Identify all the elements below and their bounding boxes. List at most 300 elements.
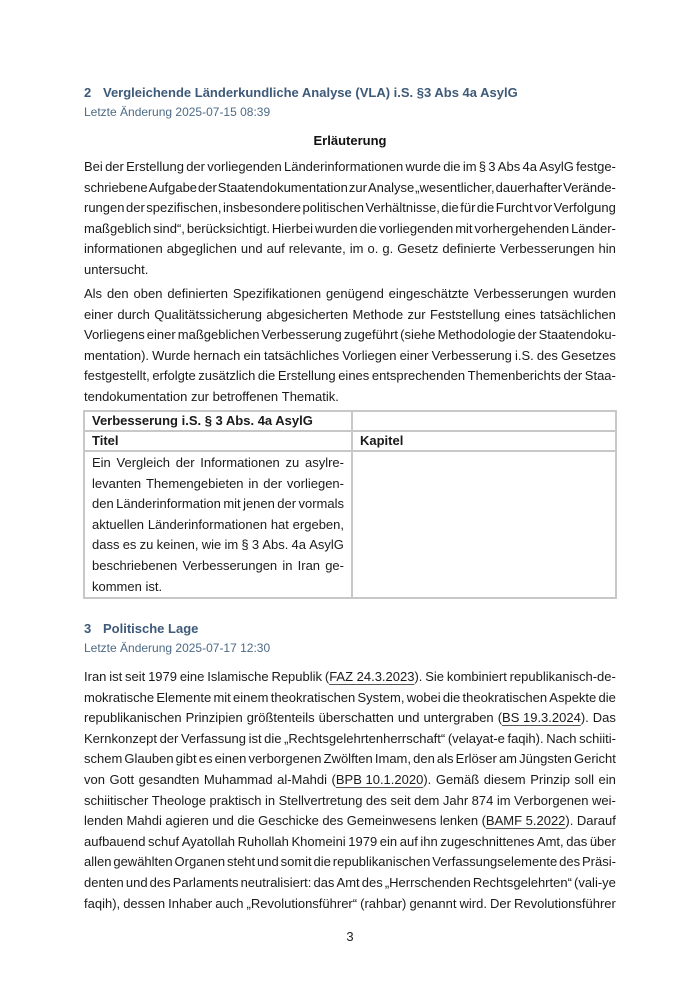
- word: das: [566, 833, 588, 849]
- word: von: [84, 771, 105, 787]
- word: zu: [285, 455, 300, 470]
- word: Organen: [174, 854, 226, 870]
- word: die: [442, 689, 461, 705]
- paragraph-1: [84, 157, 616, 281]
- table-header-cell: Verbesserung i.S. § 3 Abs. 4a AsylG: [84, 411, 352, 431]
- word: Erlöser: [455, 751, 497, 767]
- word: Ein: [92, 455, 111, 470]
- word: Wurde: [152, 347, 191, 363]
- text-line: [84, 749, 616, 770]
- word: auf: [399, 833, 418, 849]
- word: Feststellung: [429, 306, 501, 322]
- word: hat: [270, 516, 289, 532]
- word: Islamische: [207, 669, 269, 684]
- word: theokratischen: [462, 689, 548, 705]
- word: Erstellung: [126, 159, 184, 174]
- word: des: [149, 874, 171, 890]
- word: Gesetzes: [561, 347, 616, 363]
- word: wurden: [573, 286, 616, 301]
- text-line: [84, 873, 616, 894]
- word: Qualitätssicherung: [154, 306, 262, 322]
- word: (siehe: [400, 327, 436, 343]
- word: steht: [226, 854, 256, 870]
- word: ist: [109, 669, 123, 684]
- word: der: [517, 327, 537, 343]
- word: zusätzlich: [198, 368, 256, 384]
- citation-link[interactable]: BAMF 5.2022: [485, 813, 566, 829]
- word: kombiniert: [446, 669, 507, 684]
- word: die: [598, 689, 616, 705]
- word: Länder-: [571, 220, 616, 236]
- word: (rahbar): [360, 895, 407, 911]
- word: Präsi-: [581, 854, 616, 870]
- word: Gemäß: [435, 771, 480, 787]
- word: Vorliegen: [342, 347, 397, 363]
- word: Imam,: [374, 751, 411, 767]
- word: zur: [407, 306, 426, 322]
- word: es: [198, 751, 213, 767]
- citation-link[interactable]: BPB 10.1.2020: [335, 771, 424, 787]
- text-line: [84, 852, 616, 873]
- word: neutralisiert:: [240, 874, 312, 890]
- word: Verbesserung: [431, 347, 512, 363]
- word: der: [175, 455, 195, 470]
- word: eines: [338, 368, 370, 384]
- word: diesem: [483, 771, 526, 787]
- word: Gesetz: [397, 241, 439, 257]
- word: Verbesserungen: [499, 241, 595, 257]
- word: vor: [534, 200, 553, 216]
- word: Methodologie: [437, 327, 516, 343]
- word: festgestellt,: [84, 368, 150, 384]
- word: Sie: [425, 669, 445, 684]
- word: zu: [139, 537, 154, 553]
- word: Verfassung: [180, 730, 246, 746]
- word: überschatten: [318, 710, 394, 726]
- word: tatsächliches: [263, 347, 340, 363]
- word: auch: [215, 895, 244, 911]
- word: ge-: [325, 557, 344, 573]
- word: Als: [84, 286, 103, 301]
- word: und: [240, 241, 263, 257]
- word: lenden: [84, 813, 124, 829]
- paragraph-2: [84, 284, 616, 408]
- word: schiitischer: [84, 792, 149, 808]
- word: Kernkonzept: [84, 730, 157, 746]
- word: berücksichtigt.: [186, 220, 270, 236]
- word: 4a: [522, 159, 537, 174]
- word: ist.: [145, 578, 163, 594]
- word: Analyse: [367, 179, 415, 195]
- word: Gemeinwesens: [346, 813, 437, 829]
- text-line: [84, 366, 616, 387]
- word: einer: [84, 306, 113, 322]
- word: schiiti-: [579, 730, 616, 746]
- word: vorliegenden: [378, 220, 454, 236]
- text-line: [84, 239, 616, 260]
- word: des: [322, 813, 344, 829]
- word: Jüngsten: [519, 751, 572, 767]
- word: ihn: [420, 833, 438, 849]
- word: durch: [117, 306, 150, 322]
- word: System,: [357, 689, 405, 705]
- table-header-cell-empty: [352, 411, 616, 431]
- word: für: [460, 200, 476, 216]
- word: der: [277, 496, 297, 512]
- word: sind“,: [153, 220, 185, 236]
- word: beschriebenen: [92, 557, 178, 573]
- word: in: [282, 557, 293, 573]
- word: des: [365, 792, 387, 808]
- section-title: Politische Lage: [103, 621, 199, 636]
- word: als: [436, 751, 454, 767]
- word: mit: [455, 220, 473, 236]
- citation-link[interactable]: FAZ 24.3.2023: [329, 669, 415, 684]
- word: Der: [489, 895, 511, 911]
- table-cell-titel: [84, 451, 352, 598]
- word: Verborgenen: [514, 792, 589, 808]
- word: genannt: [409, 895, 457, 911]
- word: republikanischen: [332, 854, 431, 870]
- word: die: [313, 854, 331, 870]
- word: im: [462, 159, 477, 174]
- explanation-subheading: Erläuterung: [313, 133, 387, 148]
- text-line: [84, 667, 616, 688]
- word: Hierbei: [271, 220, 314, 236]
- word: „Revolutionsführer“: [246, 895, 358, 911]
- word: keinen,: [156, 537, 199, 553]
- word: schriebene: [84, 179, 148, 195]
- word: des: [536, 347, 558, 363]
- word: agieren: [165, 813, 209, 829]
- word: mit: [223, 496, 241, 512]
- word: oben: [133, 286, 163, 301]
- word: Rechtsgelehrten“: [472, 874, 572, 890]
- text-line: [92, 535, 344, 556]
- section-title: Vergleichende Länderkundliche Analyse (VLA) i.S. §3 Abs 4a AsylG: [103, 85, 518, 100]
- text-line: [84, 832, 616, 853]
- word: Geschicke: [258, 813, 319, 829]
- word: aufbauend: [84, 833, 146, 849]
- section-number: 2: [84, 85, 92, 100]
- word: mit: [213, 689, 231, 705]
- word: eines: [504, 306, 536, 322]
- word: Darauf: [576, 813, 616, 829]
- word: denten: [84, 874, 124, 890]
- text-line: [84, 325, 616, 346]
- word: ein: [243, 347, 261, 363]
- text-line: [84, 346, 616, 367]
- word: allen: [84, 854, 112, 870]
- column-header-kapitel: Kapitel: [352, 431, 616, 451]
- word: die: [237, 813, 255, 829]
- word: der: [263, 475, 283, 491]
- word: wurde: [405, 159, 441, 174]
- word: lenken: [439, 813, 479, 829]
- word: ein: [598, 771, 616, 787]
- word: wei-: [591, 792, 616, 808]
- word: des: [361, 874, 383, 890]
- word: betroffenen: [212, 388, 279, 404]
- word: 3: [251, 537, 260, 553]
- word: vorliegen-: [286, 475, 344, 491]
- text-line: [92, 556, 344, 577]
- word: Methode: [352, 306, 404, 322]
- word: abgeglichen: [166, 241, 237, 257]
- word: maßgeblich: [84, 220, 152, 236]
- text-line: [84, 157, 616, 178]
- text-line: [92, 474, 344, 495]
- word: Amt: [336, 874, 360, 890]
- word: untergraben: [423, 710, 494, 726]
- word: und: [257, 854, 279, 870]
- word: Staatendoku-: [538, 327, 616, 343]
- word: Nach: [546, 730, 577, 746]
- word: politischen: [302, 200, 364, 216]
- word: Stellvertretung: [278, 792, 363, 808]
- word: gibt: [175, 751, 197, 767]
- text-line: [92, 577, 344, 598]
- word: Vorliegens: [84, 327, 145, 343]
- word: faqih).: [507, 730, 544, 746]
- word: kommen: [92, 578, 142, 594]
- word: (BS 19.3.2024).: [497, 710, 589, 726]
- word: eingeschätzte: [388, 286, 469, 301]
- word: den: [413, 751, 435, 767]
- word: wie: [201, 537, 222, 553]
- word: Mahdi: [126, 813, 162, 829]
- text-line: [92, 515, 344, 536]
- word: einer: [146, 327, 176, 343]
- table-header-row: [84, 411, 616, 431]
- word: i.S.: [514, 347, 534, 363]
- word: einer: [399, 347, 429, 363]
- word: schem: [84, 751, 123, 767]
- word: einen: [214, 751, 247, 767]
- word: Furcht: [495, 200, 533, 216]
- word: o.: [367, 241, 379, 257]
- word: Länderinformation: [116, 496, 221, 512]
- word: „Herrschenden: [384, 874, 471, 890]
- word: Parlaments: [172, 874, 239, 890]
- text-line: [84, 708, 616, 729]
- word: Ruhollah: [237, 833, 289, 849]
- word: g.: [382, 241, 394, 257]
- table-row: [84, 451, 616, 598]
- word: und: [397, 710, 420, 726]
- text-line: [84, 894, 616, 915]
- word: praktisch: [209, 792, 262, 808]
- word: untersucht.: [84, 261, 149, 277]
- word: informationen: [84, 241, 163, 257]
- word: Vergleich: [116, 455, 171, 470]
- word: die: [264, 730, 282, 746]
- paragraph-politische-lage: [84, 667, 616, 914]
- word: und: [125, 874, 148, 890]
- word: Prinzipien: [185, 710, 243, 726]
- word: vormals: [298, 496, 344, 512]
- text-line: [84, 178, 616, 199]
- word: hernach: [193, 347, 241, 363]
- section-number: 3: [84, 621, 92, 636]
- word: Verfolgung: [553, 200, 616, 216]
- word: spezifischen,: [146, 200, 222, 216]
- word: der: [563, 368, 583, 384]
- word: 874: [471, 792, 494, 808]
- word: auf: [266, 241, 285, 257]
- word: republikanisch-de-: [509, 669, 616, 684]
- word: Verände-: [563, 179, 616, 195]
- word: AsylG: [539, 159, 574, 174]
- word: es: [122, 537, 137, 553]
- word: Iran: [297, 557, 321, 573]
- word: Länderinformationen: [147, 516, 268, 532]
- word: genügend: [325, 286, 384, 301]
- word: der: [159, 730, 179, 746]
- word: dessen: [123, 895, 166, 911]
- word: der: [105, 159, 124, 174]
- word: Elemente: [156, 689, 212, 705]
- word: wurden: [314, 220, 358, 236]
- word: mentation).: [84, 347, 150, 363]
- word: soll: [574, 771, 594, 787]
- word: Spezifikationen: [232, 286, 322, 301]
- word: Republik: [271, 669, 323, 684]
- word: 1979: [148, 669, 177, 684]
- word: 3: [488, 159, 496, 174]
- word: dauerhafter: [495, 179, 563, 195]
- word: dass: [92, 537, 120, 553]
- table-column-header-row: [84, 431, 616, 451]
- word: in: [265, 792, 276, 808]
- word: Informationen: [200, 455, 280, 470]
- word: Thematik.: [281, 388, 339, 404]
- word: tendokumentation: [84, 388, 188, 404]
- word: wobei: [406, 689, 441, 705]
- word: definierte: [442, 241, 496, 257]
- word: Themengebieten: [145, 475, 244, 491]
- text-line: [84, 770, 616, 791]
- word: Glauben: [124, 751, 174, 767]
- last-modified: Letzte Änderung 2025-07-17 12:30: [84, 641, 271, 655]
- text-line: [84, 284, 616, 305]
- word: Abs: [497, 159, 521, 174]
- section-2-heading: [84, 85, 518, 100]
- table-cell-kapitel: [352, 451, 616, 598]
- citation-link[interactable]: BS 19.3.2024: [502, 710, 581, 726]
- word: aktuellen: [92, 516, 145, 532]
- word: definierten: [167, 286, 229, 301]
- word: einem: [233, 689, 269, 705]
- word: rungen: [84, 200, 125, 216]
- word: Staa-: [584, 368, 616, 384]
- word: gesandten: [138, 771, 200, 787]
- word: republikanischen: [84, 710, 182, 726]
- word: (BPB 10.1.2020).: [331, 771, 432, 787]
- word: seit: [125, 669, 146, 684]
- word: Themenberichts: [467, 368, 561, 384]
- word: Revolutionsführer: [513, 895, 616, 911]
- word: relevante,: [288, 241, 346, 257]
- text-line: [84, 387, 616, 408]
- word: Prinzip: [530, 771, 570, 787]
- word: größtenteils: [246, 710, 315, 726]
- word: Zwölften: [323, 751, 373, 767]
- word: in: [248, 475, 259, 491]
- word: Länderinformationen: [283, 159, 404, 174]
- word: dem: [414, 792, 440, 808]
- word: festge-: [576, 159, 616, 174]
- improvement-table: [83, 410, 617, 599]
- word: die: [359, 220, 377, 236]
- word: den: [92, 496, 114, 512]
- word: ergeben,: [292, 516, 344, 532]
- text-line: [84, 219, 616, 240]
- word: (FAZ 24.3.2023).: [324, 669, 423, 684]
- word: hin: [598, 241, 616, 257]
- word: (velayat-e: [447, 730, 505, 746]
- word: Iran: [84, 669, 107, 684]
- word: vorliegenden: [207, 159, 282, 174]
- word: Erstellung: [277, 368, 336, 384]
- word: im: [224, 537, 239, 553]
- word: vorhergehenden: [474, 220, 570, 236]
- word: maßgeblichen: [177, 327, 260, 343]
- word: Verfassungselemente: [432, 854, 558, 870]
- word: Bei: [84, 159, 103, 174]
- word: Das: [592, 710, 616, 726]
- word: Verhältnisse,: [365, 200, 440, 216]
- word: und: [212, 813, 234, 829]
- word: zugeführt: [343, 327, 399, 343]
- word: Inhaber: [168, 895, 213, 911]
- word: der: [198, 179, 217, 195]
- word: Theologe: [151, 792, 206, 808]
- text-line: [84, 305, 616, 326]
- word: jenen: [243, 496, 275, 512]
- word: §: [478, 159, 487, 174]
- word: im: [496, 792, 511, 808]
- word: Abs.: [262, 537, 289, 553]
- column-header-titel: Titel: [84, 431, 352, 451]
- word: AsylG: [309, 537, 344, 553]
- word: erfolgte: [152, 368, 196, 384]
- word: die: [441, 200, 459, 216]
- text-line: [84, 811, 616, 832]
- word: zur: [348, 179, 367, 195]
- word: al-Mahdi: [277, 771, 327, 787]
- word: eine: [179, 669, 205, 684]
- word: zugeschnittenes: [440, 833, 535, 849]
- word: verborgenen: [248, 751, 322, 767]
- word: der: [125, 200, 145, 216]
- text-line: [92, 453, 344, 474]
- word: (vali-ye: [574, 874, 616, 890]
- word: Verbesserungen: [473, 286, 569, 301]
- word: mokratische: [84, 689, 155, 705]
- word: entsprechenden: [371, 368, 466, 384]
- word: schuf: [148, 833, 180, 849]
- word: „Rechtsgelehrtenherrschaft“: [284, 730, 446, 746]
- last-modified: Letzte Änderung 2025-07-15 08:39: [84, 105, 271, 119]
- word: Aspekte: [549, 689, 597, 705]
- word: faqih),: [84, 895, 121, 911]
- word: über: [589, 833, 616, 849]
- text-line: [84, 688, 616, 709]
- word: Ayatollah: [181, 833, 235, 849]
- word: des: [559, 854, 581, 870]
- text-line: [84, 260, 616, 281]
